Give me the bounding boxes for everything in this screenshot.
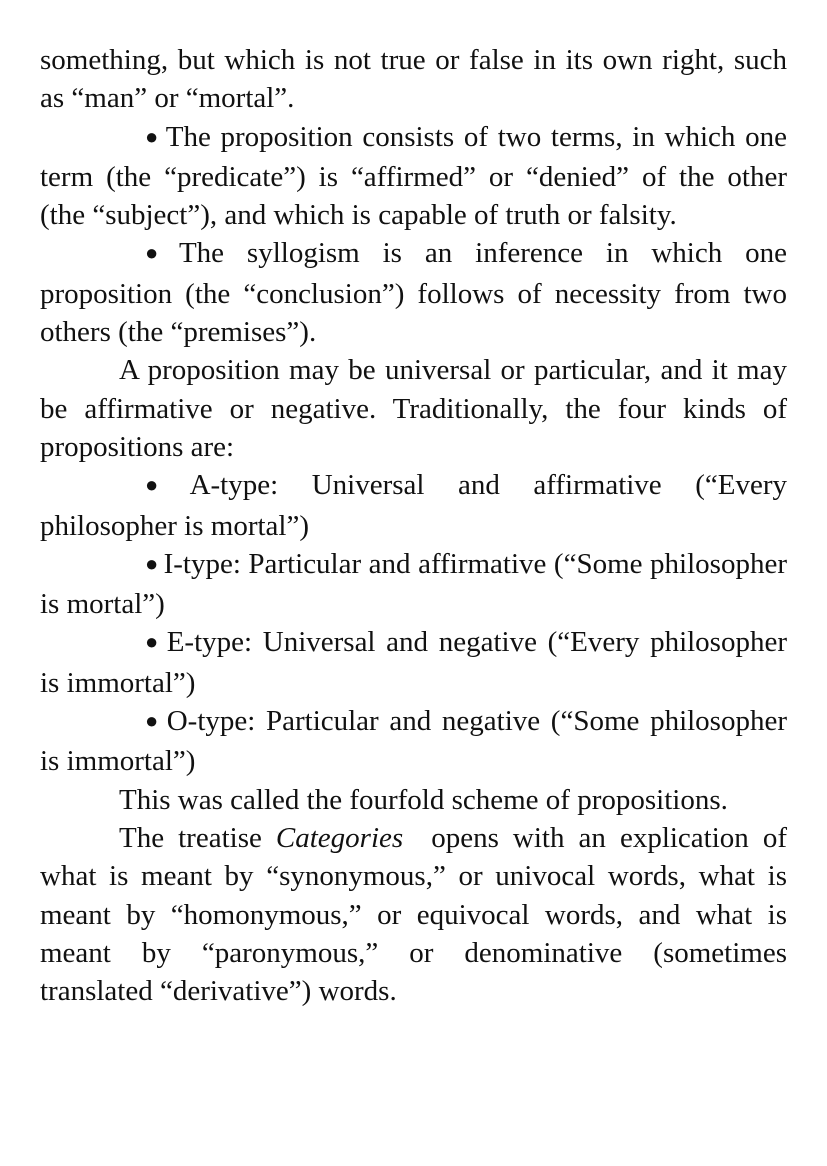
bullet-item-syllogism [40,234,787,351]
paragraph-continuation: something, but which is not true or false in its own right, such as “man” or “mortal”. [40,44,787,115]
bullet-item-i-type [40,545,787,624]
bullet-text: E-type: Universal and negative (“Every philosopher is immortal”) [40,626,787,699]
bullet-text: The syllogism is an inference in which one proposition (the “conclusion”) follows of necessity from two others (the “premises”). [40,237,787,349]
bullet-dot-icon: ● [145,123,161,149]
bullet-text: A-type: Universal and affirmative (“Every philosopher is mortal”) [40,469,787,542]
bullet-dot-icon: ● [145,629,162,655]
bullet-item-a-type [40,466,787,545]
bullet-text: I-type: Particular and affirmative (“Some philosopher is mortal”) [40,547,787,621]
bullet-dot-icon: ● [145,472,185,498]
bullet-item-e-type [40,623,787,702]
paragraph-fourfold-scheme: This was called the fourfold scheme of propositions. [119,783,728,816]
paragraph-text: opens with an explication of what is meant by “synonymous,” or univocal words, what is meant by “homonymous,” or equivocal words, and what is meant by “paronymous,” or denominative (sometimes translated “derivative”) words. [40,821,787,1008]
book-title: Categories [275,821,404,854]
paragraph-text: The treatise [119,821,262,854]
paragraph-proposition-kinds: A proposition may be universal or particular, and it may be affirmative or negative. Traditionally, the four kinds of propositions are: [40,354,787,463]
bullet-dot-icon: ● [145,708,162,734]
bullet-item-proposition [40,118,787,235]
bullet-item-o-type [40,702,787,781]
bullet-dot-icon: ● [145,550,159,576]
paragraph-categories [40,819,787,1010]
bullet-dot-icon: ● [145,240,174,266]
document-page [40,41,787,1010]
bullet-text: The proposition consists of two terms, in which one term (the “predicate”) is “affirmed” or “denied” of the other (the “subject”), and which is capable of truth or falsity. [40,120,787,232]
bullet-text: O-type: Particular and negative (“Some philosopher is immortal”) [40,705,787,778]
